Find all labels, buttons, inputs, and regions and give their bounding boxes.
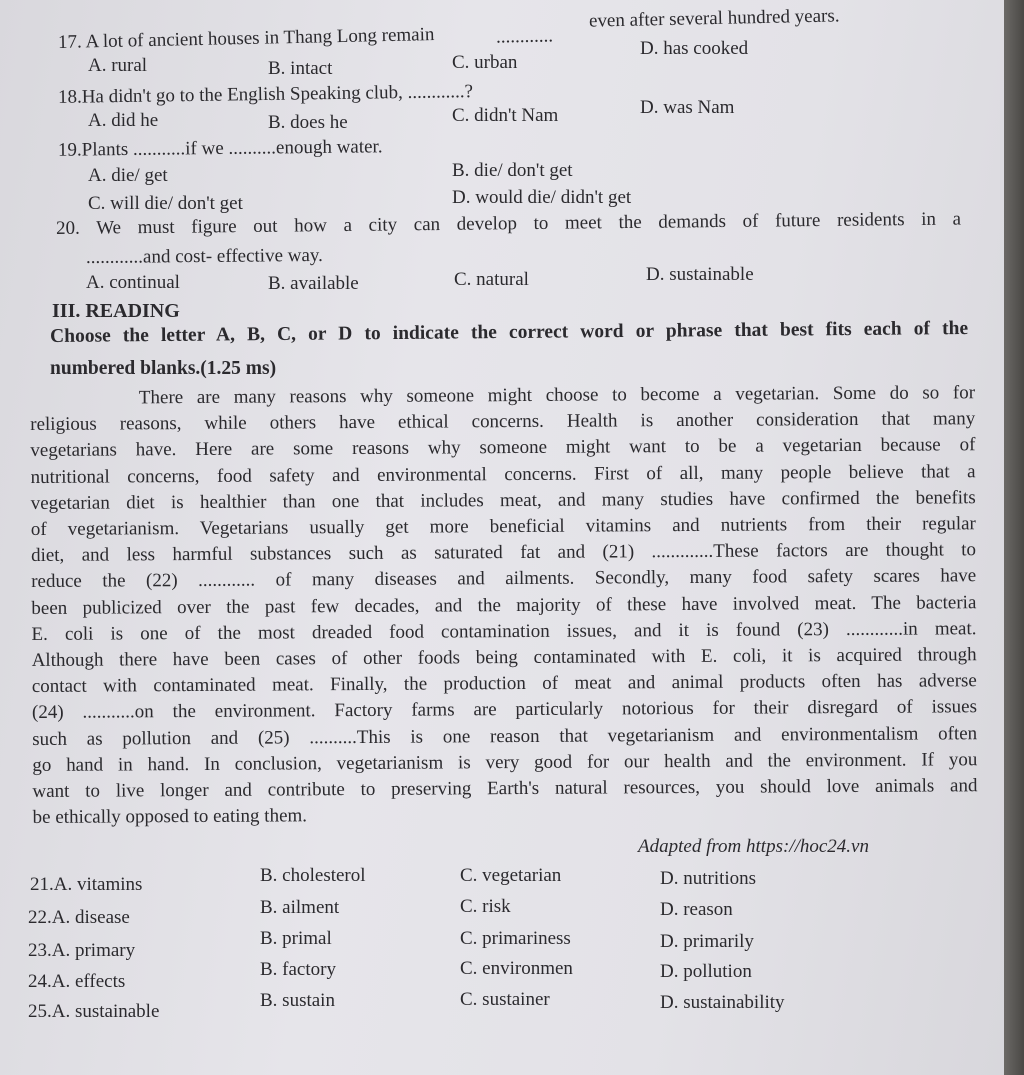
option-b: B. cholesterol: [260, 865, 366, 886]
question-number: 25.: [28, 1001, 52, 1022]
question-stem-end: even after several hundred years.: [588, 5, 840, 32]
option-c: C. natural: [454, 269, 529, 290]
instruction-line-2: numbered blanks.(1.25 ms): [50, 358, 277, 379]
answer-blank: ...........if we ..........enough water.: [132, 136, 383, 160]
option-a: A. die/ get: [88, 165, 168, 186]
option-a: A. continual: [86, 272, 180, 293]
option-d: D. sustainability: [660, 992, 785, 1013]
passage-line: diet, and less harmful substances such as saturated fat and (21) .............These factors are thought to: [30, 539, 977, 567]
question-number: 24.: [28, 971, 52, 992]
option-a: A. disease: [51, 907, 130, 928]
section-heading: III. READING: [52, 300, 180, 322]
option-c: C. primariness: [460, 928, 571, 949]
option-c: C. sustainer: [460, 989, 550, 1010]
option-d: D. reason: [660, 899, 733, 920]
option-c: C. urban: [452, 52, 518, 73]
option-b: B. primal: [260, 928, 332, 949]
paper-edge: [1004, 0, 1024, 1075]
question-stem: We must figure out how a city can develop to meet the demands of future residents in a: [96, 208, 962, 239]
option-c: C. risk: [460, 896, 511, 917]
option-a: A. rural: [88, 55, 148, 76]
question-number: 20.: [56, 217, 80, 239]
option-d: D. would die/ didn't get: [452, 187, 632, 208]
passage-line: reduce the (22) ............ of many diseases and ailments. Secondly, many food safety scares have: [31, 565, 977, 593]
question-stem-end: ............and cost- effective way.: [85, 244, 323, 269]
passage-line: (24) ...........on the environment. Factory farms are particularly notorious for their disregard of issues: [31, 696, 978, 724]
question-number: 17.: [57, 31, 82, 53]
passage-line: been publicized over the past few decades, and the majority of these have involved meat. The bacteria: [31, 591, 977, 619]
question-stem: Plants: [81, 138, 129, 161]
option-a: A. effects: [51, 971, 126, 992]
answer-blank: ............: [495, 25, 554, 48]
option-b: B. die/ don't get: [452, 160, 573, 181]
option-d: D. was Nam: [640, 97, 735, 118]
option-b: B. ailment: [260, 897, 340, 918]
source-citation: Adapted from https://hoc24.vn: [638, 836, 869, 857]
passage-line: go hand in hand. In conclusion, vegetarianism is very good for our health and the environment. If you: [32, 749, 978, 776]
passage-line: Although there have been cases of other foods being contaminated with E. coli, it is acquired through: [31, 644, 977, 672]
option-a: A. sustainable: [51, 1001, 160, 1022]
option-b: B. intact: [268, 58, 333, 79]
passage-line: nutritional concerns, food safety and environmental concerns. First of all, many people believe that a: [30, 460, 976, 488]
question-number: 18.: [57, 86, 82, 108]
option-c: C. environmen: [460, 958, 573, 979]
option-b: B. factory: [260, 959, 336, 980]
passage-line: want to live longer and contribute to preserving Earth's natural resources, you should love animals and: [32, 775, 978, 803]
passage-line: religious reasons, while others have ethical concerns. Health is another consideration that many: [30, 408, 976, 436]
passage-line: be ethically opposed to eating them.: [32, 805, 308, 829]
option-d: D. has cooked: [640, 38, 749, 59]
option-a: A. did he: [88, 110, 159, 131]
option-d: D. primarily: [660, 931, 754, 952]
option-d: D. nutritions: [660, 868, 757, 889]
option-d: D. sustainable: [646, 264, 754, 285]
question-number: 19.: [57, 139, 82, 161]
passage-line: contact with contaminated meat. Finally, the production of meat and animal products often has adverse: [31, 670, 977, 698]
passage-line: vegetarian diet is healthier than one that includes meat, and many studies have confirmed the benefits: [30, 487, 976, 514]
question-number: 23.: [28, 940, 52, 961]
option-b: B. sustain: [260, 990, 335, 1011]
question-stem: A lot of ancient houses in Thang Long remain: [85, 24, 435, 53]
option-c: C. didn't Nam: [452, 105, 559, 126]
option-c: C. vegetarian: [460, 865, 562, 886]
option-b: B. available: [268, 273, 359, 294]
instruction-line-1: Choose the letter A, B, C, or D to indicate the correct word or phrase that best fits each of the: [50, 317, 969, 347]
option-a: A. vitamins: [53, 874, 143, 895]
question-number: 22.: [28, 907, 52, 928]
reading-passage: [30, 380, 978, 831]
passage-line: E. coli is one of the most dreaded food contamination issues, and it is found (23) ............in meat.: [31, 618, 977, 645]
option-b: B. does he: [268, 112, 348, 133]
option-c: C. will die/ don't get: [88, 193, 243, 214]
question-stem: Ha didn't go to the English Speaking club,: [81, 82, 403, 108]
passage-line: such as pollution and (25) ..........This is one reason that vegetarianism and environmentalism often: [32, 722, 978, 750]
passage-line: vegetarians have. Here are some reasons why someone might want to be a vegetarian because of: [30, 434, 976, 462]
passage-line: There are many reasons why someone might choose to become a vegetarian. Some do so for: [30, 382, 976, 409]
option-a: A. primary: [51, 940, 136, 961]
question-number: 21.: [30, 874, 54, 895]
passage-line: of vegetarianism. Vegetarians usually get more beneficial vitamins and nutrients from their regular: [30, 513, 976, 541]
answer-blank: ............?: [407, 81, 474, 104]
option-d: D. pollution: [660, 961, 752, 982]
